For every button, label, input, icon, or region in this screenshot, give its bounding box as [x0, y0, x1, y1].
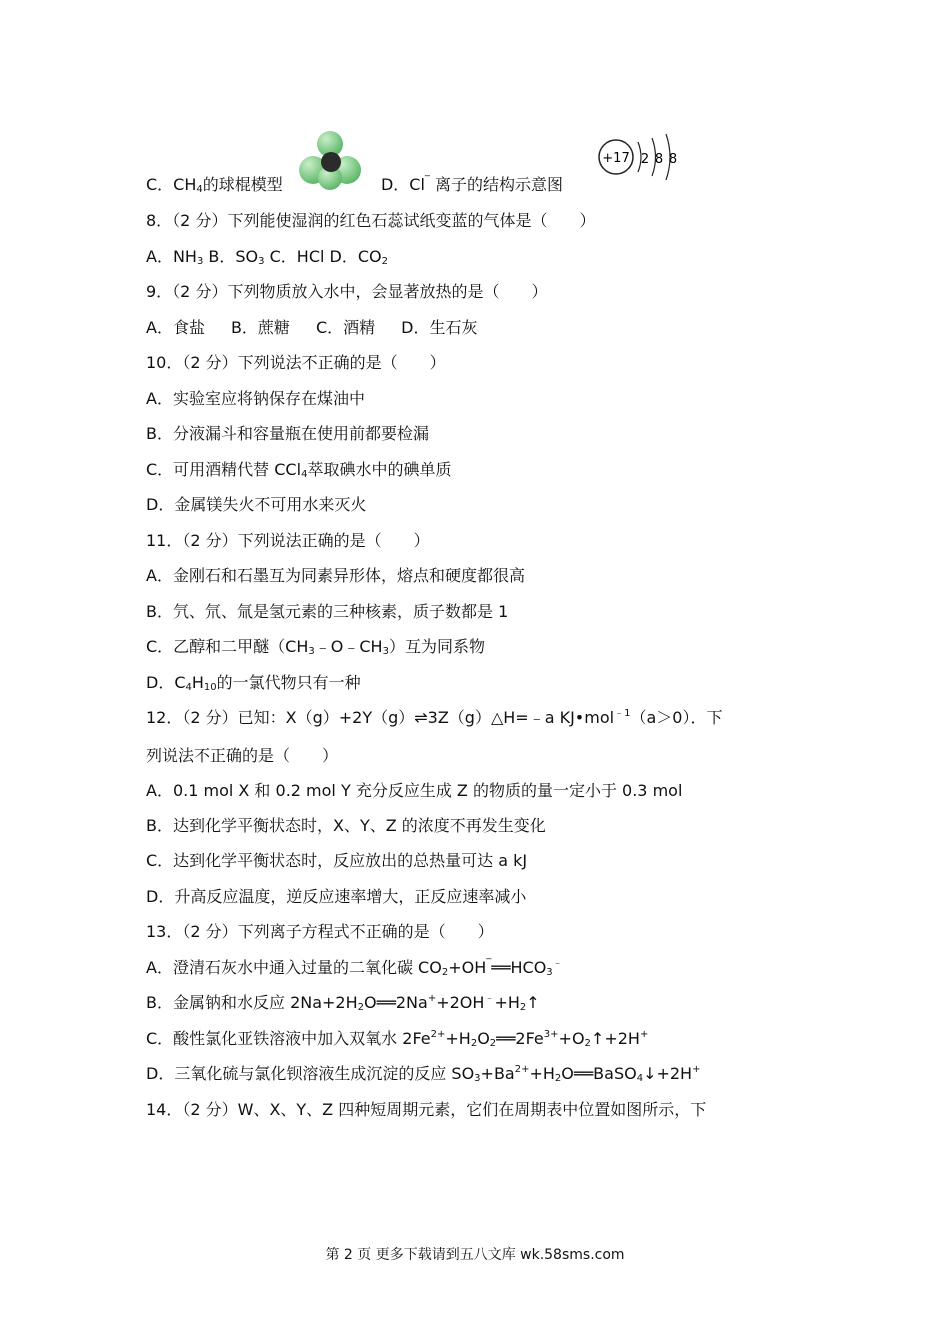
question-8: 8．（2 分）下列能使湿润的红色石蕊试纸变蓝的气体是（ ）: [146, 211, 596, 230]
question-9-options: A．食盐 B．蔗糖 C．酒精 D．生石灰: [146, 318, 478, 337]
question-10-option-a: A．实验室应将钠保存在煤油中: [146, 389, 365, 408]
question-13-option-c: C．酸性氯化亚铁溶液中加入双氧水 $2Fe^{2+}+H_2O_2══2Fe^{3+}+O_2↑+2H^+$: [146, 1029, 649, 1049]
question-13-option-a: A．澄清石灰水中通入过量的二氧化碳 $CO_2+OH^‾══HCO_3^﹣$: [146, 958, 563, 978]
shell-3-electrons: 8: [668, 152, 678, 167]
question-13-option-d: D．三氧化硫与氯化钡溶液生成沉淀的反应 $SO_3+Ba^{2+}+H_2O══BaSO_4↓+2H^+$: [146, 1064, 701, 1084]
question-11-option-a: A．金刚石和石墨互为同素异形体，熔点和硬度都很高: [146, 566, 525, 585]
question-8-options: A．$NH_3$ B．$SO_3$ C．HCl D．$CO_2$: [146, 247, 388, 267]
question-13: 13．（2 分）下列离子方程式不正确的是（ ）: [146, 922, 494, 941]
question-10-option-d: D．金属镁失火不可用水来灭火: [146, 495, 367, 514]
question-12-option-b: B．达到化学平衡状态时，X、Y、Z 的浓度不再发生变化: [146, 816, 546, 835]
question-11-option-d: D．$C_4H_{10}$的一氯代物只有一种: [146, 673, 361, 693]
question-12: 12．（2 分）已知：X（g）+2Y（g）⇌3Z（g）△H=﹣a KJ•mol$^{﹣1}$（a＞0）．下: [146, 708, 723, 727]
atom-structure-diagram: [594, 128, 684, 188]
question-9: 9．（2 分）下列物质放入水中，会显著放热的是（ ）: [146, 282, 548, 301]
nucleus-charge: +17: [602, 151, 630, 166]
question-11-option-b: B．氕、氘、氚是氢元素的三种核素，质子数都是 1: [146, 602, 509, 621]
question-12-continued: 列说法不正确的是（ ）: [146, 746, 339, 765]
question-12-option-d: D．升高反应温度，逆反应速率增大，正反应速率减小: [146, 887, 527, 906]
option-c-ch4-model: C．$CH_4$的球棍模型 D．Cl‾ 离子的结构示意图: [146, 175, 564, 195]
ball-and-stick-model-image: [298, 130, 362, 192]
question-12-option-a: A．0.1 mol X 和 0.2 mol Y 充分反应生成 Z 的物质的量一定小于 0.3 mol: [146, 781, 683, 800]
shell-2-electrons: 8: [654, 152, 664, 167]
question-11: 11．（2 分）下列说法正确的是（ ）: [146, 531, 430, 550]
question-12-option-c: C．达到化学平衡状态时，反应放出的总热量可达 a kJ: [146, 851, 528, 870]
shell-1-electrons: 2: [640, 152, 650, 167]
question-10: 10．（2 分）下列说法不正确的是（ ）: [146, 353, 446, 372]
question-10-option-b: B．分液漏斗和容量瓶在使用前都要检漏: [146, 424, 429, 443]
question-10-option-c: C．可用酒精代替 CCl$_4$萃取碘水中的碘单质: [146, 460, 452, 480]
question-14: 14．（2 分）W、X、Y、Z 四种短周期元素，它们在周期表中位置如图所示，下: [146, 1100, 707, 1119]
question-13-option-b: B．金属钠和水反应 $2Na+2H_2O══2Na^++2OH^﹣+H_2↑$: [146, 993, 540, 1013]
question-11-option-c: C．乙醇和二甲醚$(CH_3﹣O﹣CH_3)$互为同系物: [146, 637, 485, 657]
page-footer: 第 2 页 更多下载请到五八文库 wk.58sms.com: [325, 1247, 625, 1263]
